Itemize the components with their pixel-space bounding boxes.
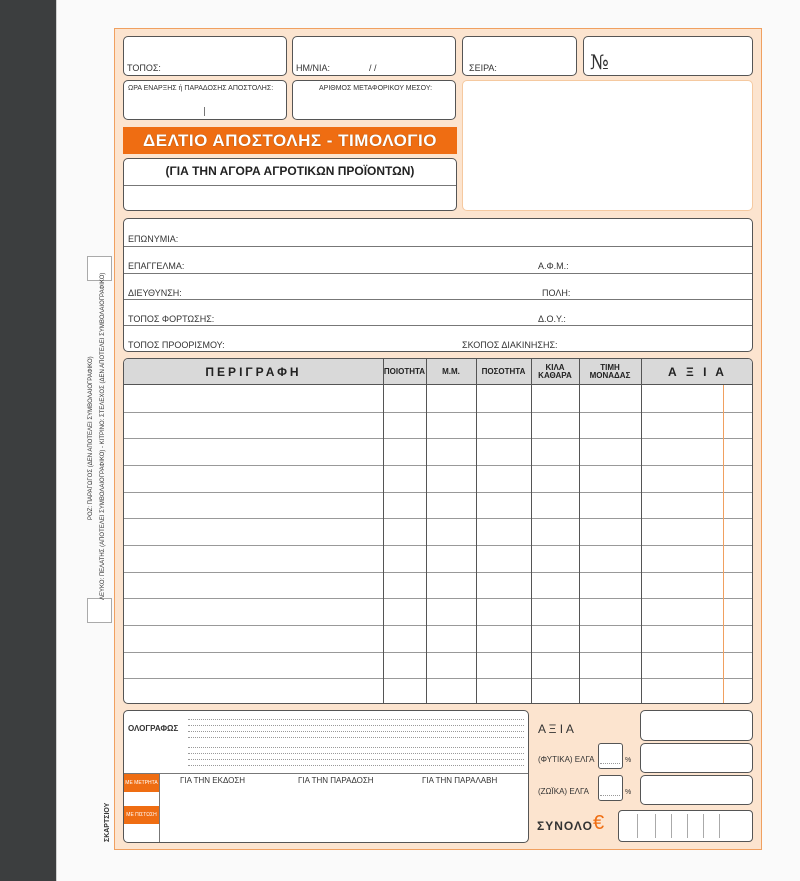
series-field[interactable] — [462, 36, 577, 76]
binding-spine — [0, 0, 56, 881]
col-quantity: ΠΟΣΟΤΗΤΑ — [481, 367, 526, 376]
for-delivery-label: ΓΙΑ ΤΗΝ ΠΑΡΑΔΟΣΗ — [298, 776, 374, 785]
plant-elga-percent-field[interactable] — [598, 743, 623, 769]
animal-elga-amount-field[interactable] — [640, 775, 753, 805]
number-label: № — [590, 50, 609, 74]
plant-elga-label: (ΦΥΤΙΚΑ) ΕΛΓΑ — [538, 755, 595, 764]
address-label: ΔΙΕΥΘΥΝΣΗ: — [128, 288, 182, 298]
olografos-label: ΟΛΟΓΡΑΦΩΣ — [128, 724, 179, 733]
destination-label: ΤΟΠΟΣ ΠΡΟΟΡΙΣΜΟΥ: — [128, 340, 225, 350]
value-amount-field[interactable] — [640, 710, 753, 741]
brand-text: ΣΚΑΡΤΣΙΟΥ — [104, 802, 111, 842]
for-issue-label: ΓΙΑ ΤΗΝ ΕΚΔΟΣΗ — [180, 776, 246, 785]
eponymia-label: ΕΠΩΝΥΜΙΑ: — [128, 234, 179, 244]
series-label: ΣΕΙΡΑ: — [469, 63, 497, 73]
customer-info-box — [123, 218, 753, 352]
date-label: ΗΜ/ΝΙΑ: — [296, 63, 331, 73]
start-time-tick — [204, 107, 205, 116]
table-row-divider — [124, 518, 752, 519]
plant-elga-amount-field[interactable] — [640, 743, 753, 773]
credit-payment-tag: ΜΕ ΠΙΣΤΩΣΗ — [124, 806, 159, 824]
animal-elga-label: (ΖΩΪΚΑ) ΕΛΓΑ — [538, 787, 589, 796]
copy-info-text-2: ΛΕΥΚΟ: ΠΕΛΑΤΗΣ (ΑΠΟΤΕΛΕΙ ΣΥΜΒΟΛΑΙΟΓΡΑΦΙΚΟ) - ΚΙΤΡΙΝΟ: ΣΤΕΛΕΧΟΣ (ΔΕΝ ΑΠΟΤΕΛΕΙ ΣΥΜΒΟΛΑΙΟΓΡΑΦΙΚΟ) — [100, 272, 106, 600]
animal-elga-percent-sign: % — [625, 789, 632, 796]
epaggelma-label: ΕΠΑΓΓΕΛΜΑ: — [128, 261, 185, 271]
value-label: Α Ξ Ι Α — [538, 722, 574, 736]
table-row-divider — [124, 438, 752, 439]
transport-purpose-label: ΣΚΟΠΟΣ ΔΙΑΚΙΝΗΣΗΣ: — [462, 340, 558, 350]
col-description: ΠΕΡΙΓΡΑΦΗ — [205, 365, 302, 379]
col-unit-price: ΤΙΜΗ ΜΟΝΑΔΑΣ — [589, 363, 631, 380]
table-row-divider — [124, 572, 752, 573]
start-time-field[interactable] — [123, 80, 287, 120]
col-unit: Μ.Μ. — [442, 367, 460, 376]
items-table — [123, 358, 753, 704]
table-row-divider — [124, 598, 752, 599]
date-field[interactable] — [292, 36, 456, 76]
table-row-divider — [124, 465, 752, 466]
tax-office-label: Δ.Ο.Υ.: — [538, 314, 566, 324]
subtitle-divider — [124, 185, 456, 186]
vehicle-number-label: ΑΡΙΘΜΟΣ ΜΕΤΑΦΟΡΙΚΟΥ ΜΕΣΟΥ: — [319, 85, 433, 92]
stamp-area — [462, 80, 753, 211]
subtitle-box — [123, 158, 457, 211]
copy-info-text-1: ΡΟΖ: ΠΑΡΑΓΩΓΟΣ (ΔΕΝ ΑΠΟΤΕΛΕΙ ΣΥΜΒΟΛΑΙΟΓΡΑΦΙΚΟ) — [88, 356, 94, 520]
col-quality: ΠΟΙΟΤΗΤΑ — [383, 367, 426, 376]
words-signature-box — [123, 710, 529, 843]
start-time-label: ΩΡΑ ΕΝΑΡΞΗΣ ή ΠΑΡΑΔΟΣΗΣ ΑΠΟΣΤΟΛΗΣ: — [128, 85, 274, 92]
afm-label: Α.Φ.Μ.: — [538, 261, 569, 271]
total-label: ΣΥΝΟΛΟ — [537, 819, 593, 833]
date-slashes: / / — [369, 63, 377, 73]
euro-icon: € — [593, 812, 605, 834]
loading-place-label: ΤΟΠΟΣ ΦΟΡΤΩΣΗΣ: — [128, 314, 215, 324]
table-row-divider — [124, 652, 752, 653]
punch-square-bottom — [87, 598, 112, 623]
topos-field[interactable] — [123, 36, 287, 76]
table-row-divider — [124, 412, 752, 413]
number-field[interactable] — [583, 36, 753, 76]
city-label: ΠΟΛΗ: — [542, 288, 571, 298]
document-title: ΔΕΛΤΙΟ ΑΠΟΣΤΟΛΗΣ - ΤΙΜΟΛΟΓΙΟ — [123, 127, 457, 154]
cents-divider — [723, 385, 724, 703]
vehicle-number-field[interactable] — [292, 80, 456, 120]
col-value: Α Ξ Ι Α — [668, 365, 727, 379]
document-subtitle: (ΓΙΑ ΤΗΝ ΑΓΟΡΑ ΑΓΡΟΤΙΚΩΝ ΠΡΟΪΟΝΤΩΝ) — [165, 164, 415, 178]
table-row-divider — [124, 625, 752, 626]
col-net-kilos: ΚΙΛΑ ΚΑΘΑΡΑ — [538, 363, 572, 380]
plant-elga-percent-sign: % — [625, 757, 632, 764]
table-row-divider — [124, 678, 752, 679]
for-receipt-label: ΓΙΑ ΤΗΝ ΠΑΡΑΛΑΒΗ — [422, 776, 498, 785]
table-row-divider — [124, 492, 752, 493]
total-amount-field[interactable] — [618, 810, 753, 842]
animal-elga-percent-field[interactable] — [598, 775, 623, 801]
topos-label: ΤΟΠΟΣ: — [127, 63, 161, 73]
cash-payment-tag: ΜΕ ΜΕΤΡΗΤΑ — [124, 774, 159, 792]
table-row-divider — [124, 545, 752, 546]
